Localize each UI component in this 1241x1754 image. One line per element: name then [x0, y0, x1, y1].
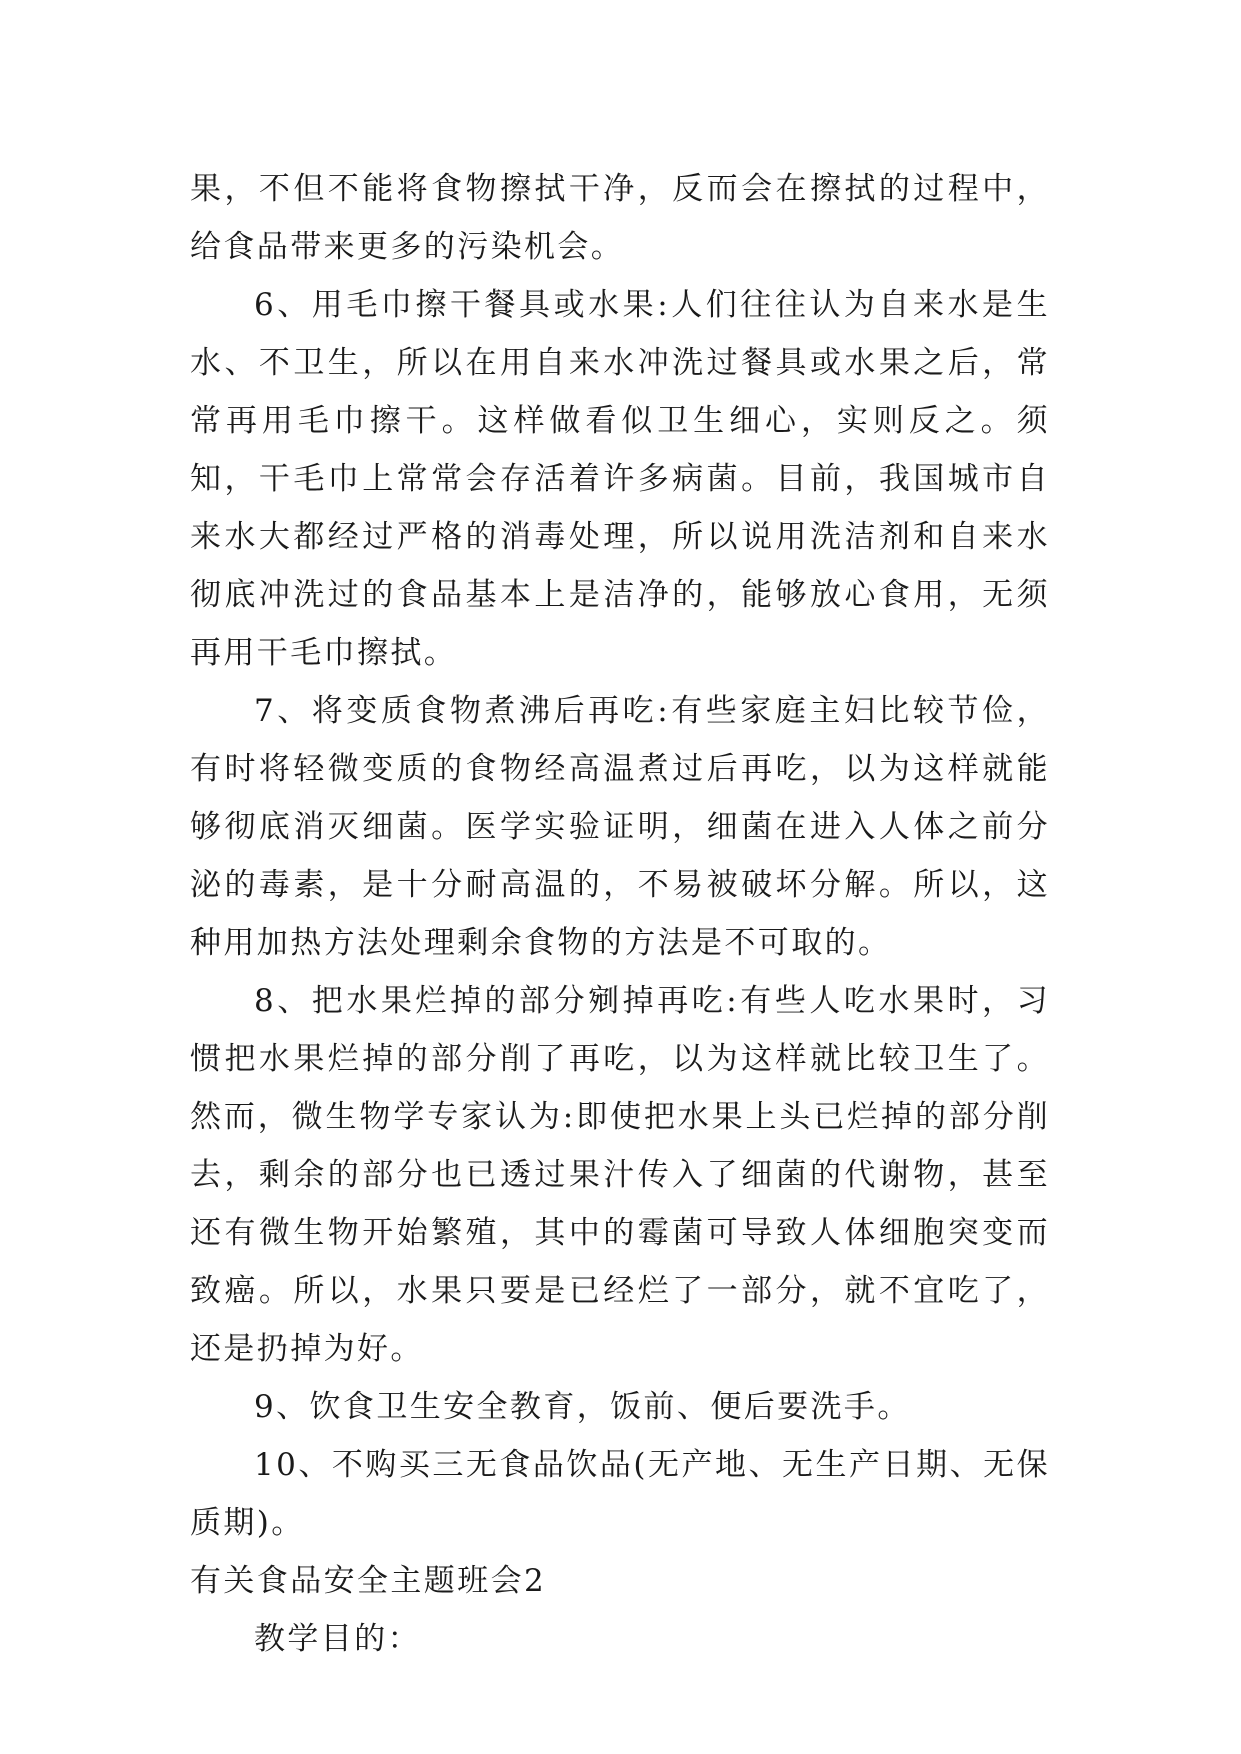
- paragraph-item-10: 10、不购买三无食品饮品(无产地、无生产日期、无保质期)。: [190, 1447, 1050, 1541]
- paragraph-item-6: 6、用毛巾擦干餐具或水果:人们往往认为自来水是生水、不卫生，所以在用自来水冲洗过餐具或水果之后，常常再用毛巾擦干。这样做看似卫生细心，实则反之。须知，干毛巾上常常会存活着许多病菌。目前，我国城市自来水大都经过严格的消毒处理，所以说用洗洁剂和自来水彻底冲洗过的食品基本上是洁净的，能够放心食用，无须再用干毛巾擦拭。: [190, 287, 1050, 671]
- paragraph-continuation: 果，不但不能将食物擦拭干净，反而会在擦拭的过程中，给食品带来更多的污染机会。: [190, 171, 1050, 265]
- section-title: 有关食品安全主题班会2: [190, 1563, 547, 1599]
- paragraph-item-7: 7、将变质食物煮沸后再吃:有些家庭主妇比较节俭，有时将轻微变质的食物经高温煮过后再吃，以为这样就能够彻底消灭细菌。医学实验证明，细菌在进入人体之前分泌的毒素，是十分耐高温的，不易被破坏分解。所以，这种用加热方法处理剩余食物的方法是不可取的。: [190, 693, 1050, 961]
- paragraph-item-8: 8、把水果烂掉的部分剜掉再吃:有些人吃水果时，习惯把水果烂掉的部分削了再吃，以为这样就比较卫生了。然而，微生物学专家认为:即使把水果上头已烂掉的部分削去，剩余的部分也已透过果汁传入了细菌的代谢物，甚至还有微生物开始繁殖，其中的霉菌可导致人体细胞突变而致癌。所以，水果只要是已经烂了一部分，就不宜吃了，还是扔掉为好。: [190, 983, 1050, 1367]
- paragraph-item-9: 9、饮食卫生安全教育，饭前、便后要洗手。: [254, 1389, 911, 1425]
- document-body: [190, 160, 1050, 1668]
- paragraph-teaching-goal: 教学目的：: [254, 1621, 421, 1657]
